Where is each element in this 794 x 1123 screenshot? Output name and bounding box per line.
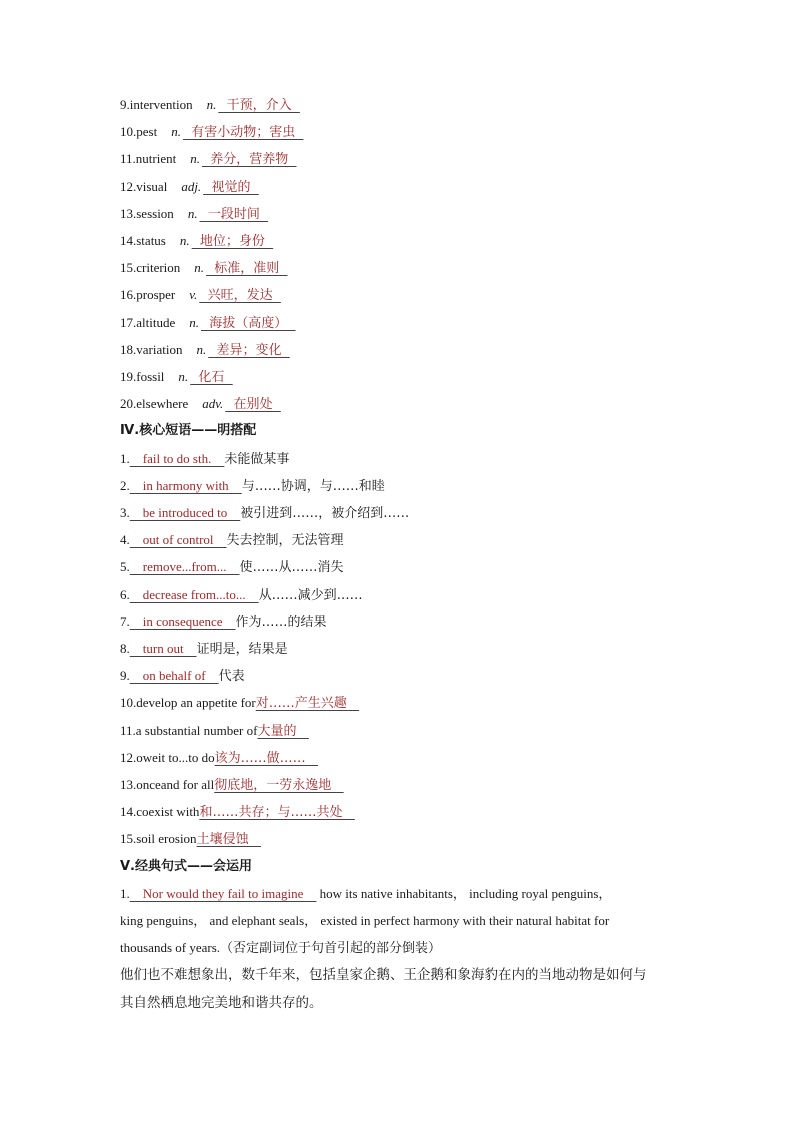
section-heading: Ⅳ.核心短语——明搭配 [120, 423, 257, 439]
vocab-item [120, 313, 694, 333]
phrase-item [120, 721, 694, 741]
vocab-term: 15.criterion [120, 260, 181, 276]
vocab-answer: 有害小动物；害虫 [182, 125, 304, 141]
sentence-answer: Nor would they fail to imagine [129, 885, 317, 901]
vocab-term: 9.intervention [120, 97, 193, 112]
phrase-answer: 和……共存；与……共处 [199, 805, 355, 821]
vocab-pos: n. [187, 205, 198, 221]
phrase-item [120, 666, 694, 686]
translation-line: 他们也不难想象出，数千年来，包括皇家企鹅、王企鹅和象海豹在内的当地动物是如何与 [120, 967, 647, 984]
phrase-item [120, 476, 694, 496]
phrase-meaning: 未能做某事 [224, 451, 290, 467]
vocab-term: 18.variation [120, 341, 183, 357]
phrase-number: 3. [120, 505, 130, 520]
vocab-answer: 养分，营养物 [201, 152, 297, 168]
phrase-item [120, 639, 694, 659]
phrase-answer: on behalf of [129, 668, 219, 684]
vocab-term: 17.altitude [120, 314, 176, 330]
phrase-answer: out of control [129, 532, 227, 548]
phrase-item [120, 693, 694, 713]
vocab-item [120, 394, 694, 414]
section-heading: Ⅴ.经典句式——会运用 [120, 858, 252, 874]
phrase-item [120, 612, 694, 632]
phrase-answer: 大量的 [257, 723, 309, 739]
phrase-text: 12.oweit to...to do [120, 749, 215, 765]
phrase-text: 14.coexist with [120, 804, 200, 820]
vocab-answer: 化石 [190, 370, 233, 385]
phrase-text: 10.develop an appetite for [120, 695, 256, 711]
phrase-meaning: 代表 [218, 669, 245, 685]
phrase-answer: in harmony with [129, 477, 242, 493]
vocab-answer: 干预，介入 [218, 98, 300, 113]
phrase-answer: fail to do sth. [129, 450, 225, 466]
vocab-term: 19.fossil [120, 369, 165, 384]
translation-line: 其自然栖息地完美地和谐共存的。 [120, 994, 323, 1011]
vocab-item [120, 285, 694, 305]
phrase-meaning: 使……从……消失 [239, 560, 344, 576]
phrase-number: 2. [120, 477, 130, 493]
vocab-answer: 差异；变化 [208, 342, 290, 358]
phrase-answer: 该为……做…… [214, 750, 319, 766]
phrase-item [120, 748, 694, 768]
vocab-item [120, 95, 694, 115]
phrase-answer: in consequence [129, 613, 236, 629]
phrase-answer: 对……产生兴趣 [255, 696, 360, 712]
vocab-answer: 一段时间 [199, 206, 269, 222]
phrase-text: 11.a substantial number of [120, 722, 258, 738]
vocab-item [120, 231, 694, 251]
vocab-item [120, 204, 694, 224]
vocab-term: 20.elsewhere [120, 396, 189, 412]
phrase-item [120, 530, 694, 550]
sentence-text: how its native inhabitants， including royal penguins， [316, 885, 612, 901]
phrase-meaning: 被引进到……，被介绍到…… [240, 506, 410, 521]
vocab-item [120, 367, 694, 387]
phrase-item [120, 449, 694, 469]
vocab-pos: adj. [181, 178, 202, 194]
phrase-number: 4. [120, 532, 130, 548]
phrase-meaning: 失去控制，无法管理 [226, 533, 344, 549]
phrase-item [120, 802, 694, 822]
phrase-answer: be introduced to [129, 505, 241, 520]
phrase-text: 13.onceand for all [120, 777, 215, 792]
phrase-answer: 彻底地，一劳永逸地 [214, 778, 344, 793]
phrase-number: 9. [120, 668, 130, 684]
phrase-meaning: 从……减少到…… [258, 587, 363, 603]
vocab-item [120, 340, 694, 360]
vocab-pos: n. [189, 314, 199, 330]
vocab-item [120, 258, 694, 278]
phrase-number: 8. [120, 641, 130, 656]
phrase-answer: remove...from... [129, 559, 240, 575]
vocab-pos: n. [178, 369, 189, 384]
sentence-line: king penguins， and elephant seals， existed in perfect harmony with their natural habitat for [120, 913, 610, 928]
vocab-pos: n. [194, 260, 205, 276]
vocab-pos: n. [171, 124, 181, 140]
vocab-item [120, 122, 694, 142]
vocab-pos: adv. [202, 396, 224, 412]
phrase-answer: decrease from...to... [129, 586, 259, 602]
phrase-item [120, 585, 694, 605]
vocab-pos: n. [206, 97, 217, 112]
vocab-term: 16.prosper [120, 287, 176, 303]
vocab-term: 11.nutrient [120, 151, 177, 167]
phrase-number: 5. [120, 559, 130, 575]
phrase-answer: 土壤侵蚀 [196, 832, 261, 848]
vocab-pos: n. [190, 151, 200, 167]
vocab-item [120, 177, 694, 197]
phrase-meaning: 与……协调，与……和睦 [241, 478, 385, 494]
vocab-term: 10.pest [120, 124, 158, 140]
vocab-item [120, 149, 694, 169]
phrase-item [120, 503, 694, 523]
sentence-number: 1. [120, 885, 130, 901]
phrase-item [120, 829, 694, 849]
vocab-pos: n. [179, 233, 190, 248]
vocab-answer: 视觉的 [203, 179, 259, 195]
phrase-meaning: 证明是，结果是 [196, 642, 288, 657]
vocab-answer: 兴旺，发达 [199, 288, 281, 304]
phrase-number: 7. [120, 613, 130, 629]
phrase-meaning: 作为……的结果 [235, 614, 327, 630]
sentence-line: thousands of years.（否定副词位于句首引起的部分倒装） [120, 940, 442, 956]
phrase-text: 15.soil erosion [120, 831, 197, 847]
phrase-number: 1. [120, 450, 130, 466]
vocab-term: 13.session [120, 205, 174, 221]
sentence-line [120, 884, 694, 904]
phrase-number: 6. [120, 586, 130, 602]
vocab-answer: 在别处 [225, 397, 281, 413]
vocab-answer: 地位；身份 [191, 234, 274, 249]
vocab-term: 14.status [120, 233, 166, 248]
vocab-pos: n. [196, 341, 207, 357]
vocab-answer: 海拔（高度） [201, 315, 296, 331]
vocab-term: 12.visual [120, 178, 168, 194]
phrase-answer: turn out [129, 641, 197, 656]
vocab-answer: 标准，准则 [206, 261, 288, 277]
vocab-pos: v. [189, 287, 198, 303]
phrase-item [120, 557, 694, 577]
phrase-item [120, 775, 694, 795]
